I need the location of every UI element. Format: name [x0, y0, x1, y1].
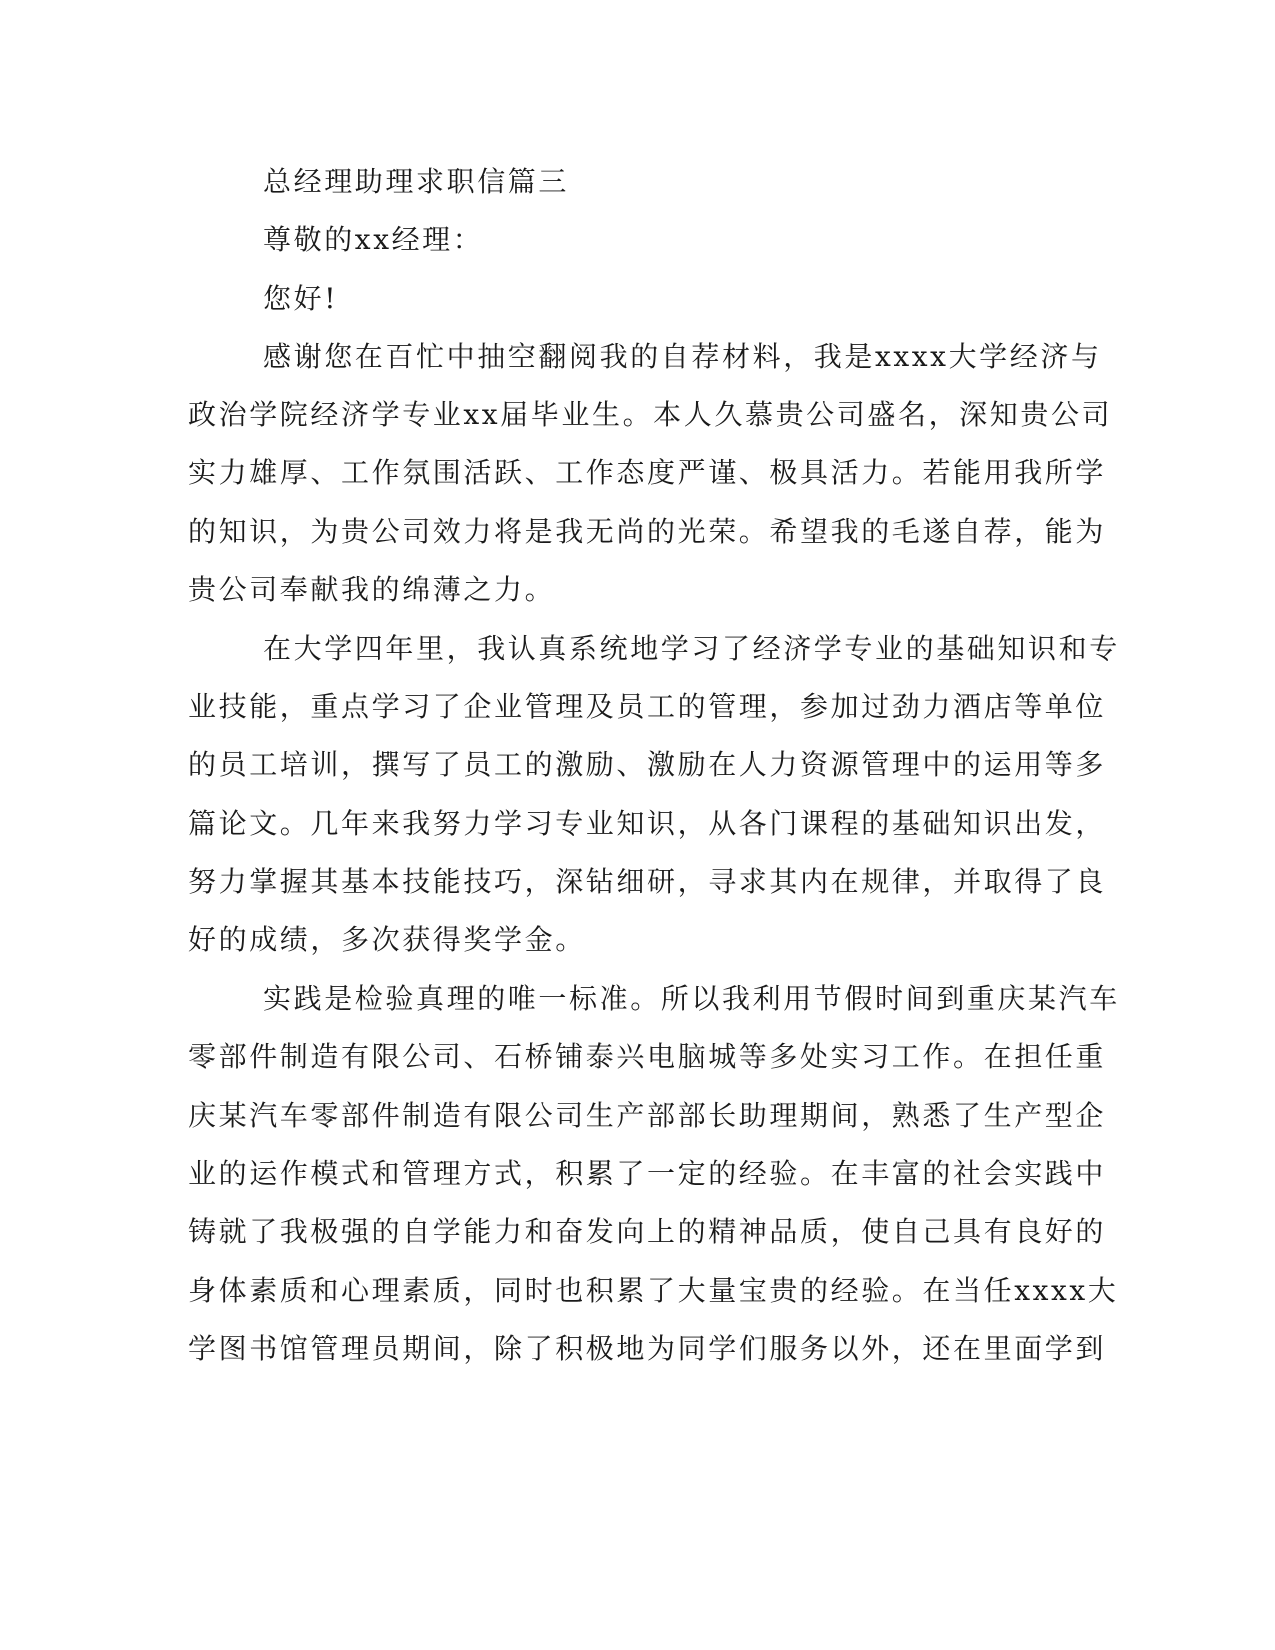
body-line: 庆某汽车零部件制造有限公司生产部部长助理期间，熟悉了生产型企: [188, 1099, 1107, 1132]
body-line: 铸就了我极强的自学能力和奋发向上的精神品质，使自己具有良好的: [188, 1215, 1107, 1248]
body-line: 业技能，重点学习了企业管理及员工的管理，参加过劲力酒店等单位: [188, 690, 1107, 723]
body-line: 的知识，为贵公司效力将是我无尚的光荣。希望我的毛遂自荐，能为: [188, 515, 1107, 548]
body-line: 业的运作模式和管理方式，积累了一定的经验。在丰富的社会实践中: [188, 1157, 1107, 1190]
body-line: 贵公司奉献我的绵薄之力。: [188, 573, 556, 606]
body-line: 零部件制造有限公司、石桥铺泰兴电脑城等多处实习工作。在担任重: [188, 1040, 1107, 1073]
salutation: 尊敬的xx经理：: [263, 223, 484, 256]
body-line: 学图书馆管理员期间，除了积极地为同学们服务以外，还在里面学到: [188, 1332, 1107, 1365]
body-line: 感谢您在百忙中抽空翻阅我的自荐材料，我是xxxx大学经济与: [263, 340, 1102, 373]
body-line: 篇论文。几年来我努力学习专业知识，从各门课程的基础知识出发，: [188, 807, 1107, 840]
document-title: 总经理助理求职信篇三: [263, 165, 570, 198]
body-line: 努力掌握其基本技能技巧，深钻细研，寻求其内在规律，并取得了良: [188, 865, 1107, 898]
body-line: 的员工培训，撰写了员工的激励、激励在人力资源管理中的运用等多: [188, 748, 1107, 781]
greeting: 您好!: [263, 282, 339, 315]
body-line: 在大学四年里，我认真系统地学习了经济学专业的基础知识和专: [263, 632, 1120, 665]
body-line: 实力雄厚、工作氛围活跃、工作态度严谨、极具活力。若能用我所学: [188, 456, 1107, 489]
body-line: 身体素质和心理素质，同时也积累了大量宝贵的经验。在当任xxxx大: [188, 1274, 1119, 1307]
body-line: 政治学院经济学专业xx届毕业生。本人久慕贵公司盛名，深知贵公司: [188, 398, 1113, 431]
body-line: 实践是检验真理的唯一标准。所以我利用节假时间到重庆某汽车: [263, 982, 1120, 1015]
body-line: 好的成绩，多次获得奖学金。: [188, 923, 586, 956]
